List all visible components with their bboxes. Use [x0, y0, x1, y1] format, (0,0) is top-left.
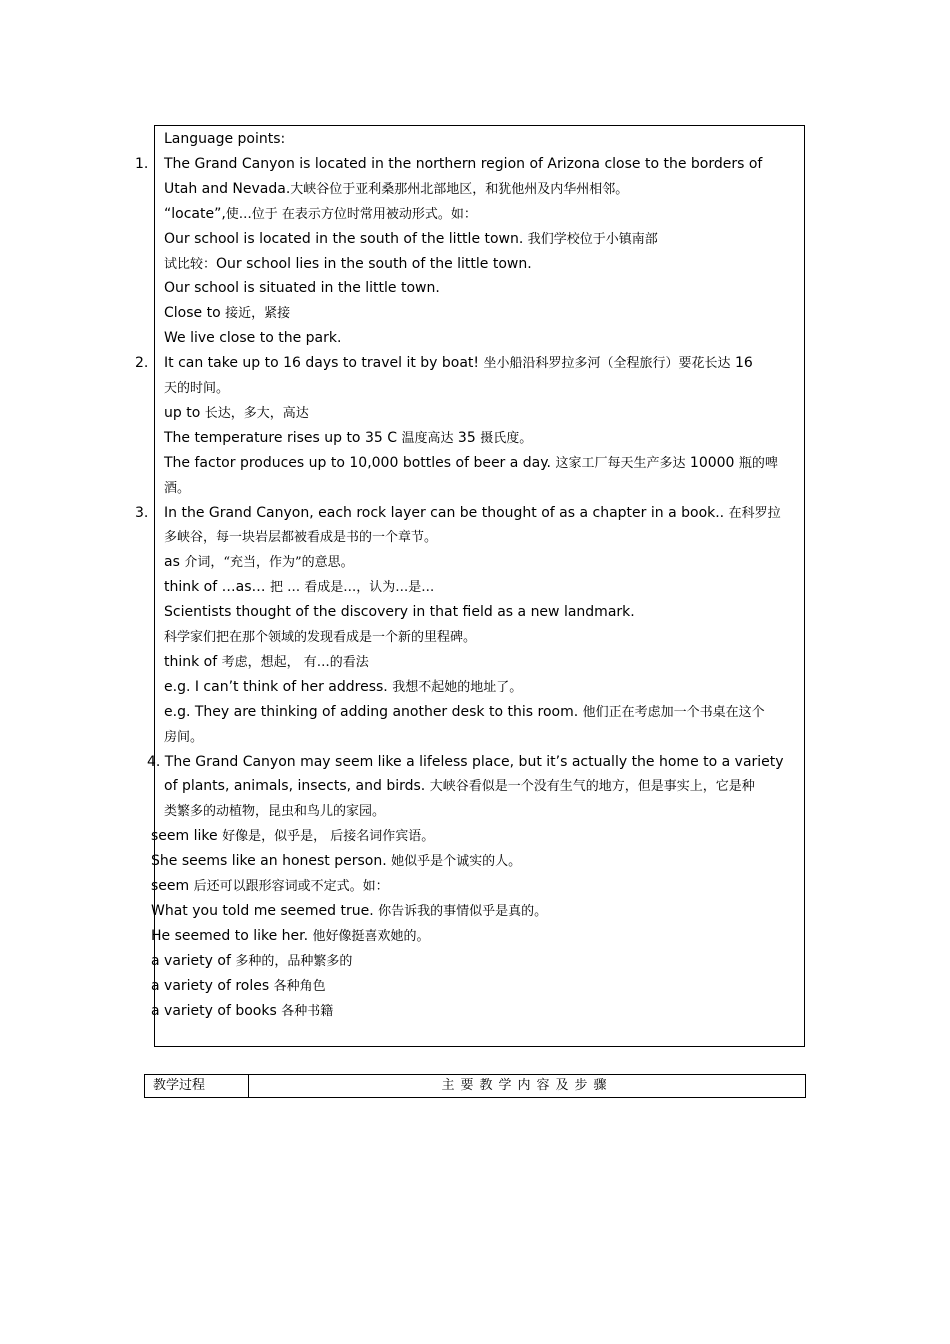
- english-text: 35: [453, 429, 481, 446]
- text-line: [164, 451, 778, 476]
- english-text: The temperature rises up to 35 C: [164, 429, 402, 446]
- chinese-text: 介词，“充当，作为”的意思。: [184, 555, 354, 571]
- chinese-text: 长达，多大，高达: [204, 405, 309, 421]
- list-number: 3.: [135, 504, 149, 521]
- text-line: [164, 127, 285, 152]
- text-line: [164, 376, 229, 401]
- text-line: [164, 276, 440, 301]
- chinese-text: 你告诉我的事情似乎是真的。: [378, 903, 548, 919]
- text-line: [164, 501, 781, 526]
- english-text: Language points:: [164, 131, 286, 147]
- text-line: [164, 326, 341, 351]
- english-text: “locate”,: [164, 205, 226, 222]
- chinese-text: 他好像挺喜欢她的。: [312, 928, 430, 944]
- english-text: up to: [164, 404, 205, 421]
- text-line: [164, 625, 476, 650]
- text-line: [164, 550, 354, 575]
- text-line: [164, 351, 753, 376]
- text-line: [164, 799, 385, 824]
- text-line: [164, 252, 532, 277]
- english-text: think of …as…: [164, 579, 270, 596]
- chinese-text: 摄氏度。: [480, 430, 533, 446]
- english-text: Our school lies in the south of the little town.: [216, 255, 532, 272]
- text-line: [164, 476, 190, 501]
- chinese-text: 各种角色: [273, 978, 326, 994]
- chinese-text: 多峡谷，每一块岩层都被看成是书的一个章节。: [164, 530, 438, 546]
- chinese-text: 天的时间。: [164, 381, 230, 396]
- text-line: [164, 650, 369, 675]
- text-line: [164, 700, 765, 725]
- english-text: seem: [151, 878, 194, 894]
- teaching-process-label: 教学过程: [145, 1075, 249, 1097]
- text-line: [147, 750, 784, 775]
- text-line: [151, 974, 326, 999]
- text-line: [151, 824, 434, 849]
- text-line: [164, 152, 762, 177]
- text-line: [151, 949, 352, 974]
- english-text: e.g. I can’t think of her address.: [164, 678, 393, 695]
- english-text: Utah and Nevada.: [164, 180, 291, 197]
- english-text: 10000: [685, 454, 739, 471]
- chinese-text: 考虑，想起， 有…的看法: [221, 654, 369, 670]
- chinese-text: 在科罗拉: [728, 505, 781, 521]
- chinese-text: 大峡谷看似是一个没有生气的地方，但是事实上，它是种: [429, 779, 755, 795]
- chinese-text: 坐小船沿科罗拉多河（全程旅行）要花长达: [483, 356, 731, 372]
- list-number: 2.: [135, 355, 149, 372]
- teaching-process-table: [144, 1074, 806, 1098]
- chinese-text: 房间。: [164, 729, 204, 745]
- chinese-text: 试比较：: [164, 256, 217, 272]
- english-text: e.g. They are thinking of adding another desk to this room.: [164, 703, 583, 720]
- chinese-text: 把 … 看成是…，认为…是…: [269, 580, 435, 596]
- text-line: [164, 600, 635, 625]
- english-text: The Grand Canyon is located in the northern region of Arizona close to the borders of: [164, 155, 763, 172]
- english-text: The factor produces up to 10,000 bottles of beer a day.: [164, 454, 556, 471]
- text-line: [164, 675, 522, 700]
- text-line: [151, 849, 521, 874]
- english-text: seem like: [151, 828, 223, 845]
- chinese-text: 大峡谷位于亚利桑那州北部地区，和犹他州及内华州相邻。: [290, 181, 629, 197]
- chinese-text: 温度高达: [401, 430, 454, 446]
- text-line: [164, 177, 628, 202]
- text-line: [164, 774, 755, 799]
- english-text: We live close to the park.: [164, 330, 342, 347]
- english-text: He seemed to like her.: [151, 927, 313, 944]
- english-text: a variety of roles: [151, 977, 274, 994]
- chinese-text: 酒。: [164, 480, 191, 496]
- chinese-text: 好像是，似乎是， 后接名词作宾语。: [222, 829, 435, 845]
- english-text: In the Grand Canyon, each rock layer can be thought of as a chapter in a book..: [164, 504, 729, 521]
- chinese-text: 接近，紧接: [225, 306, 291, 322]
- text-line: [151, 999, 333, 1024]
- text-line: [151, 874, 389, 899]
- english-text: Scientists thought of the discovery in that field as a new landmark.: [164, 604, 635, 621]
- chinese-text: 我们学校位于小镇南部: [527, 231, 658, 247]
- chinese-text: 她似乎是个诚实的人。: [391, 854, 522, 870]
- text-line: [164, 575, 434, 600]
- english-text: a variety of books: [151, 1002, 282, 1019]
- chinese-text: 类繁多的动植物，昆虫和鸟儿的家园。: [164, 804, 386, 820]
- chinese-text: 他们正在考虑加一个书桌在这个: [582, 704, 765, 720]
- english-text: Close to: [164, 305, 226, 322]
- text-line: [164, 401, 309, 426]
- text-line: [164, 525, 437, 550]
- english-text: 4. The Grand Canyon may seem like a lifeless place, but it’s actually the home to a variety: [147, 753, 784, 770]
- chinese-text: 科学家们把在那个领域的发现看成是一个新的里程碑。: [164, 630, 477, 645]
- english-text: 16: [730, 355, 753, 372]
- list-number: 1.: [135, 155, 149, 172]
- english-text: a variety of: [151, 952, 236, 969]
- english-text: of plants, animals, insects, and birds.: [164, 778, 430, 795]
- chinese-text: 我想不起她的地址了。: [392, 679, 523, 695]
- chinese-text: 多种的，品种繁多的: [235, 953, 353, 969]
- english-text: think of: [164, 653, 222, 670]
- chinese-text: 后还可以跟形容词或不定式。如：: [193, 879, 389, 894]
- english-text: What you told me seemed true.: [151, 902, 379, 919]
- text-line: [164, 227, 658, 252]
- chinese-text: 使…位于 在表示方位时常用被动形式。如：: [225, 206, 477, 222]
- text-line: [164, 725, 203, 750]
- english-text: She seems like an honest person.: [151, 853, 392, 870]
- chinese-text: 各种书籍: [281, 1003, 334, 1019]
- text-line: [164, 202, 477, 227]
- text-line: [164, 301, 290, 326]
- english-text: It can take up to 16 days to travel it by boat!: [164, 355, 484, 372]
- teaching-content-header: 主要教学内容及步骤: [441, 1078, 613, 1093]
- text-line: [151, 899, 547, 924]
- text-line: [151, 924, 430, 949]
- chinese-text: 瓶的啤: [738, 455, 778, 471]
- english-text: Our school is situated in the little town.: [164, 280, 440, 297]
- english-text: as: [164, 554, 185, 571]
- text-line: [164, 426, 532, 451]
- chinese-text: 这家工厂每天生产多达: [555, 455, 686, 471]
- english-text: Our school is located in the south of the little town.: [164, 230, 528, 247]
